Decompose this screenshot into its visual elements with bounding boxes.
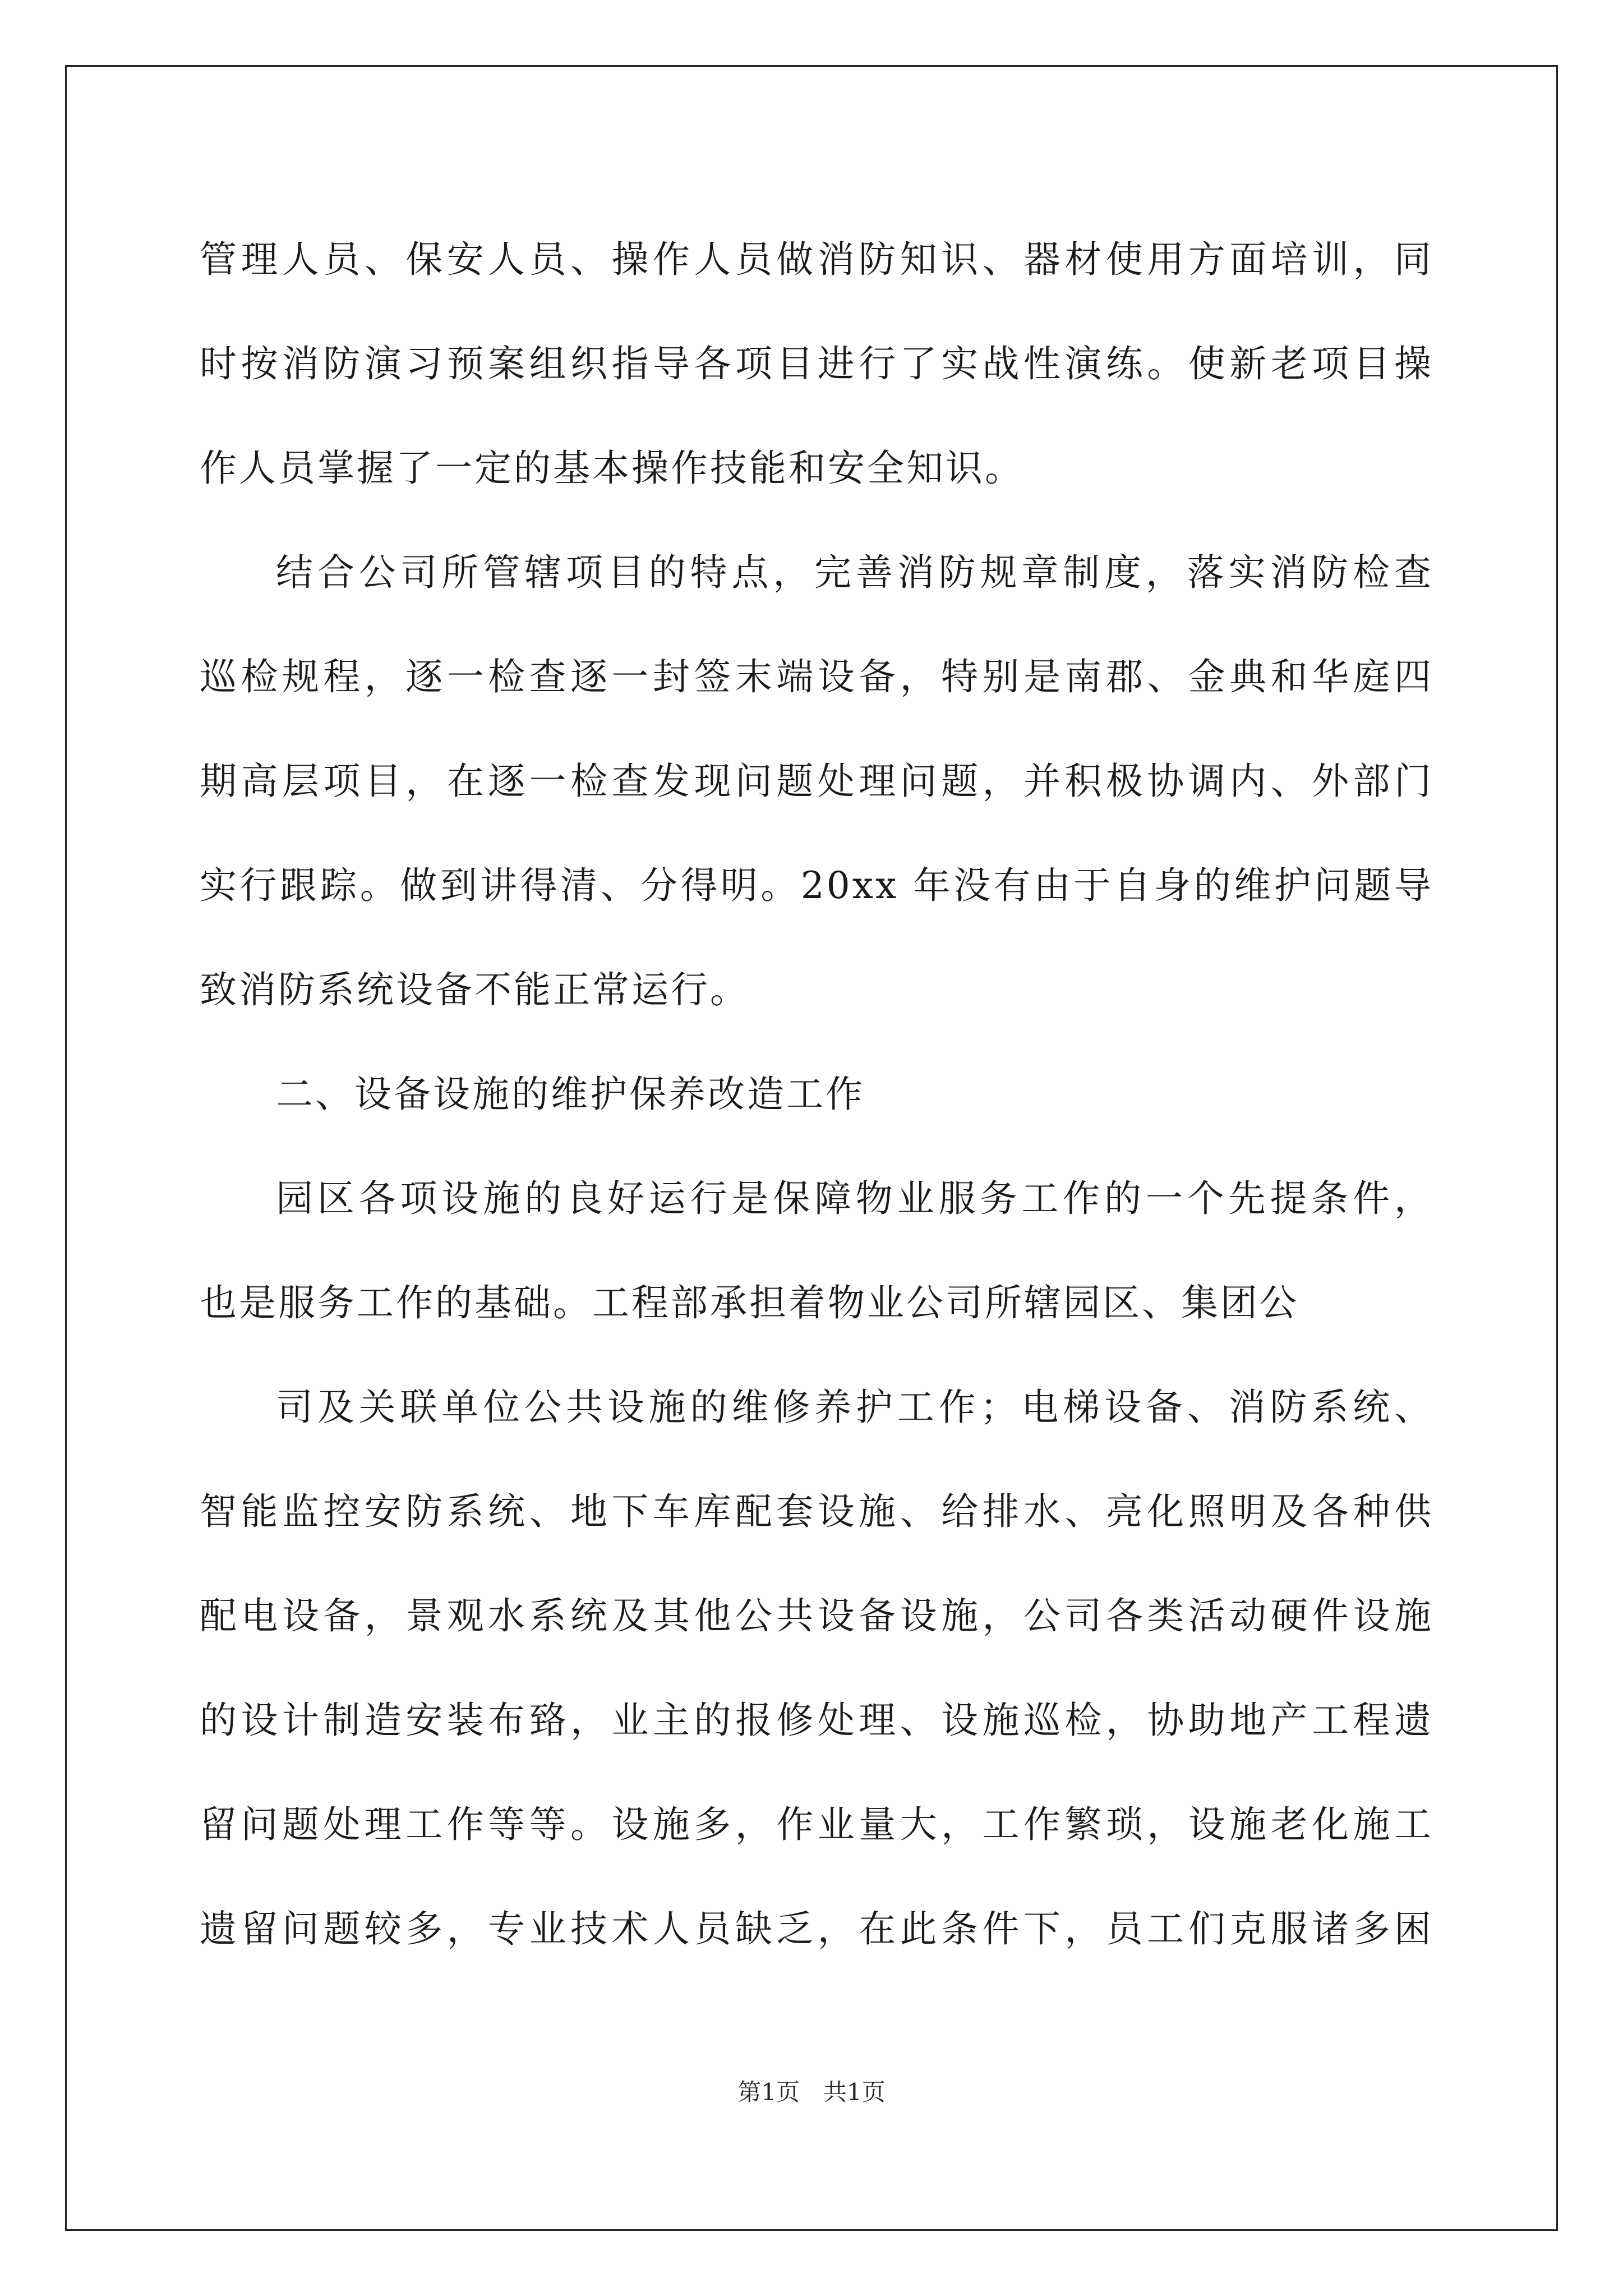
document-body: [200, 208, 1433, 1981]
paragraph-start-line: 园区各项设施的良好运行是保障物业服务工作的一个先提条件，: [276, 1177, 1433, 1220]
text-line: 时按消防演习预案组织指导各项目进行了实战性演练。使新老项目操: [200, 342, 1433, 385]
text-line: 实行跟踪。做到讲得清、分得明。20xx 年没有由于自身的维护问题导: [200, 864, 1433, 907]
page-number: 第1页 共1页: [737, 2078, 886, 2106]
text-line: 也是服务工作的基础。工程部承担着物业公司所辖园区、集团公: [200, 1281, 1299, 1324]
text-line: 留问题处理工作等等。设施多，作业量大，工作繁琐，设施老化施工: [200, 1803, 1433, 1846]
text-line: 期高层项目，在逐一检查发现问题处理问题，并积极协调内、外部门: [200, 760, 1433, 803]
text-line: 管理人员、保安人员、操作人员做消防知识、器材使用方面培训，同: [200, 238, 1433, 281]
text-line: 遗留问题较多，专业技术人员缺乏，在此条件下，员工们克服诸多困: [200, 1907, 1433, 1950]
text-line: 的设计制造安装布臵，业主的报修处理、设施巡检，协助地产工程遗: [200, 1699, 1433, 1742]
text-line: 致消防系统设备不能正常运行。: [200, 968, 749, 1011]
paragraph-start-line: 司及关联单位公共设施的维修养护工作；电梯设备、消防系统、: [276, 1386, 1433, 1429]
section-heading: 二、设备设施的维护保养改造工作: [276, 1073, 865, 1116]
paragraph-start-line: 结合公司所管辖项目的特点，完善消防规章制度，落实消防检查: [276, 551, 1433, 594]
text-line: 作人员掌握了一定的基本操作技能和安全知识。: [200, 447, 1024, 490]
text-line: 配电设备，景观水系统及其他公共设备设施，公司各类活动硬件设施: [200, 1594, 1433, 1637]
text-line: 智能监控安防系统、地下车库配套设施、给排水、亮化照明及各种供: [200, 1490, 1433, 1533]
text-line: 巡检规程，逐一检查逐一封签末端设备，特别是南郡、金典和华庭四: [200, 655, 1433, 698]
